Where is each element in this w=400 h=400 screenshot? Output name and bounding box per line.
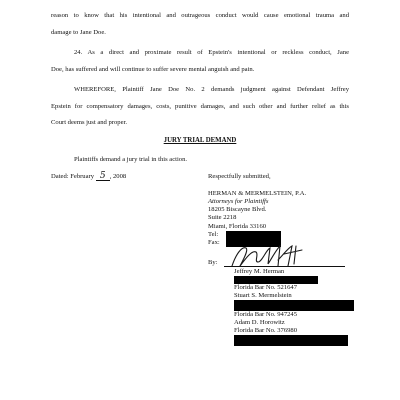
paragraph-24-line-1: 24. As a direct and proximate result of Epstein's intentional or reckless conduct, Jane — [74, 49, 349, 56]
wherefore-line-1: WHEREFORE, Plaintiff Jane Doe No. 2 demands judgment against Defendant Jeffrey — [74, 86, 349, 93]
firm-role: Attorneys for Plaintiffs — [208, 198, 269, 205]
dated-prefix: Dated: February — [51, 173, 95, 180]
attorney-1-bar-number: Florida Bar No. 521647 — [234, 284, 298, 291]
address-line-1: 18205 Biscayne Blvd. — [208, 206, 267, 213]
attorney-3-redaction — [234, 335, 348, 346]
jury-trial-text: Plaintiffs demand a jury trial in this action. — [74, 156, 188, 163]
address-city: Miami, Florida 33160 — [208, 223, 267, 230]
paragraph-24-line-2: Doe, has suffered and will continue to suffer severe mental anguish and pain. — [51, 66, 255, 73]
attorney-2-bar-number: Florida Bar No. 947245 — [234, 311, 298, 318]
attorney-3-name: Adam D. Horowitz — [234, 319, 285, 326]
address-line-2: Suite 2218 — [208, 214, 237, 221]
wherefore-line-2: Epstein for compensatory damages, costs, punitive damages, and such other and further relief as this — [51, 103, 349, 110]
fax-label: Fax: — [208, 239, 220, 246]
tel-redaction — [226, 231, 281, 239]
dated-day: 5 — [96, 173, 110, 181]
wherefore-line-3: Court deems just and proper. — [51, 119, 127, 126]
paragraph-end-line-1: reason to know that his intentional and outrageous conduct would cause emotional trauma and — [51, 12, 349, 19]
dated-line — [51, 173, 126, 181]
signature-line — [224, 266, 345, 267]
dated-year: , 2008 — [109, 173, 127, 180]
closing-text: Respectfully submitted, — [208, 173, 271, 180]
tel-label: Tel: — [208, 231, 219, 238]
paragraph-end-line-2: damage to Jane Doe. — [51, 29, 106, 36]
attorney-2-name: Stuart S. Mermelstein — [234, 292, 292, 299]
attorney-2-redaction — [234, 300, 354, 311]
firm-name: HERMAN & MERMELSTEIN, P.A. — [208, 190, 307, 197]
attorney-3-bar-number: Florida Bar No. 376980 — [234, 327, 298, 334]
attorney-1-redaction — [234, 276, 318, 284]
jury-trial-heading: JURY TRIAL DEMAND — [163, 137, 237, 144]
attorney-1-name: Jeffrey M. Herman — [234, 268, 285, 275]
by-label: By: — [208, 259, 218, 266]
